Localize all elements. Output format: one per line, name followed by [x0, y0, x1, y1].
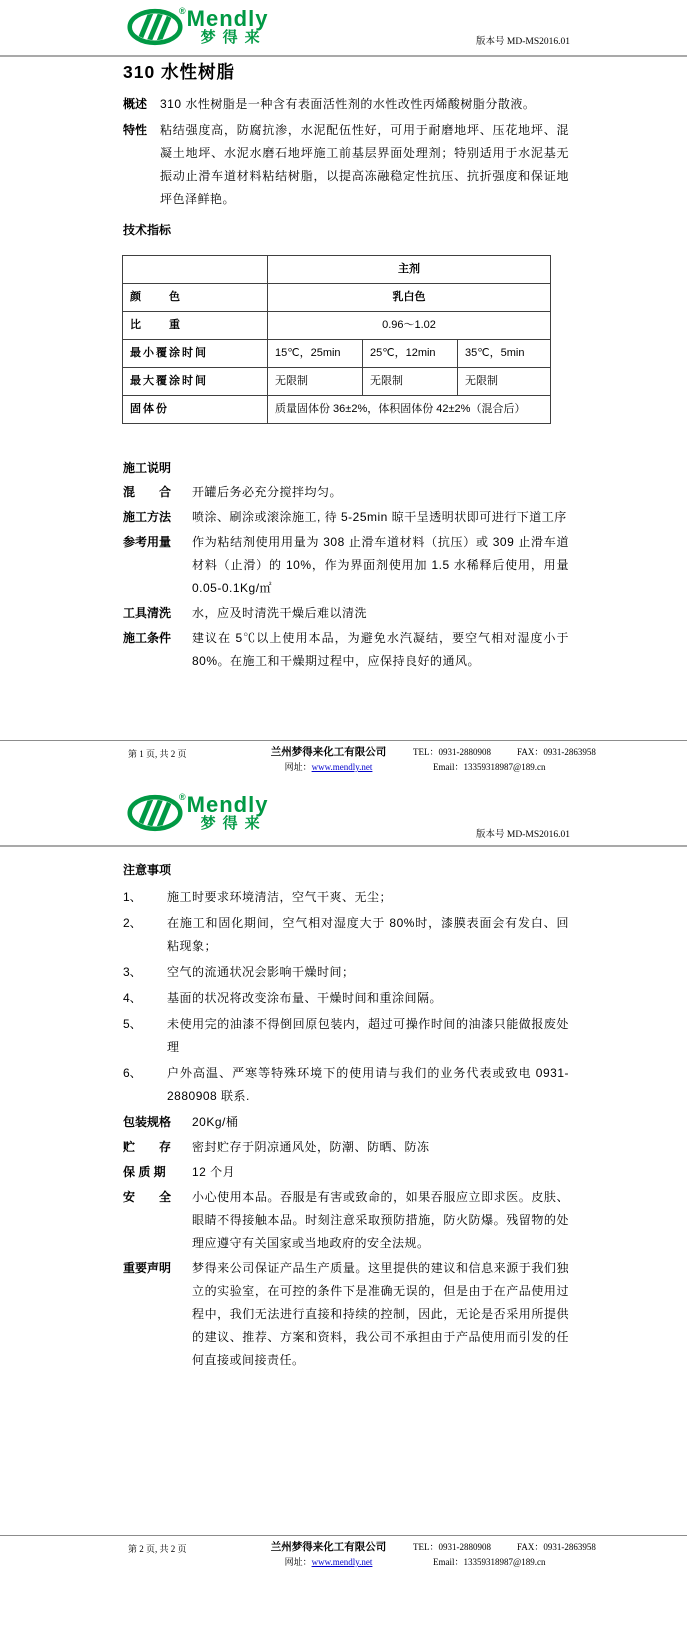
table-row — [123, 312, 551, 340]
footer-web-link[interactable]: www.mendly.net — [311, 762, 373, 772]
tool-cleaning-row — [123, 602, 569, 625]
storage-row — [123, 1136, 569, 1159]
note-number: 3、 — [123, 965, 142, 979]
footer-web-link[interactable]: www.mendly.net — [311, 1557, 373, 1567]
table-cell-min-recoat-15: 15℃，25min — [268, 340, 363, 368]
tool-cleaning-text: 水，应及时清洗干燥后难以清洗 — [192, 606, 368, 620]
tech-spec-table — [122, 255, 551, 424]
footer-tel: TEL：0931-2880908 — [413, 1542, 491, 1552]
footer-email: Email：13359318987@189.cn — [433, 1557, 546, 1567]
header-rule — [0, 55, 687, 57]
table-cell-solids-value: 质量固体份 36±2%，体积固体份 42±2%（混合后） — [268, 396, 551, 424]
packaging-text: 20Kg/桶 — [192, 1115, 239, 1129]
table-row — [123, 368, 551, 396]
construction-heading: 施工说明 — [123, 461, 172, 475]
table-cell-gravity-label: 比 重 — [123, 312, 268, 340]
mendly-logo-icon — [127, 793, 183, 833]
table-row — [123, 284, 551, 312]
table-cell-min-recoat-label: 最小覆涂时间 — [123, 340, 268, 368]
application-method-label: 施工方法 — [123, 510, 172, 524]
reference-dosage-label: 参考用量 — [123, 535, 172, 549]
table-cell-empty — [123, 256, 268, 284]
shelf-life-row — [123, 1161, 569, 1184]
page-2-content — [123, 859, 569, 1374]
footer-tel-fax-row — [413, 1540, 687, 1555]
footer-website-row — [256, 760, 401, 775]
footer-contact-block — [401, 1540, 687, 1570]
reference-dosage-row — [123, 531, 569, 600]
disclaimer-text: 梦得来公司保证产品生产质量。这里提供的建议和信息来源于我们独立的实验室，在可控的条件下是准确无误的，但是由于在产品使用过程中，我们无法进行直接和持续的控制，因此，无论是否采用所提供的建议、推荐、方案和资料，我公司不承担由于产品使用而引发的任何直接或间接责任。 — [192, 1261, 569, 1367]
disclaimer-label: 重要声明 — [123, 1261, 172, 1275]
table-cell-min-recoat-25: 25℃，12min — [363, 340, 458, 368]
note-item-1 — [123, 886, 569, 909]
note-item-3 — [123, 961, 569, 984]
footer-website-row — [256, 1555, 401, 1570]
page-1-content — [123, 60, 569, 675]
footer-tel-fax-row — [413, 745, 687, 760]
note-number: 2、 — [123, 916, 142, 930]
storage-label: 贮 存 — [123, 1140, 172, 1154]
feature-text: 粘结强度高，防腐抗渗，水泥配伍性好，可用于耐磨地坪、压花地坪、混凝土地坪、水泥水磨石地坪施工前基层界面处理剂；特别适用于水泥基无振动止滑车道材料粘结树脂，以提高冻融稳定性抗压、抗折强度和保证地坪色泽鲜艳。 — [160, 123, 569, 206]
note-text: 在施工和固化期间，空气相对湿度大于 80%时，漆膜表面会有发白、回粘现象； — [167, 916, 569, 953]
table-cell-max-recoat-1: 无限制 — [268, 368, 363, 396]
notes-heading: 注意事项 — [123, 863, 172, 877]
tool-cleaning-label: 工具清洗 — [123, 606, 172, 620]
note-text: 未使用完的油漆不得倒回原包装内，超过可操作时间的油漆只能做报废处理 — [167, 1017, 569, 1054]
overview-text: 310 水性树脂是一种含有表面活性剂的水性改性丙烯酸树脂分散液。 — [160, 97, 536, 111]
footer-company-block — [256, 1540, 401, 1570]
storage-text: 密封贮存于阴凉通风处，防潮、防晒、防冻 — [192, 1140, 430, 1154]
overview-label: 概述 — [123, 97, 148, 111]
footer-web-label: 网址： — [284, 762, 312, 772]
note-number: 5、 — [123, 1017, 142, 1031]
version-label: 版本号 MD-MS2016.01 — [476, 37, 570, 47]
table-cell-min-recoat-35: 35℃，5min — [458, 340, 551, 368]
note-item-4 — [123, 987, 569, 1010]
table-cell-max-recoat-3: 无限制 — [458, 368, 551, 396]
table-cell-max-recoat-label: 最大覆涂时间 — [123, 368, 268, 396]
application-conditions-label: 施工条件 — [123, 631, 172, 645]
brand-logo — [127, 793, 268, 833]
packaging-label: 包装规格 — [123, 1115, 172, 1129]
page-2-footer — [0, 1535, 687, 1570]
footer-email: Email：13359318987@189.cn — [433, 762, 546, 772]
application-method-text: 喷涂、刷涂或滚涂施工, 待 5-25min 晾干呈透明状即可进行下道工序 — [192, 510, 567, 524]
note-text: 施工时要求环境清洁，空气干爽、无尘； — [167, 890, 393, 904]
footer-fax: FAX：0931-2863958 — [517, 1542, 596, 1552]
brand-wordmark — [187, 794, 269, 832]
brand-name-en: Mendly — [186, 6, 269, 31]
packaging-row — [123, 1111, 569, 1134]
application-method-row — [123, 506, 569, 529]
brand-wordmark — [187, 8, 269, 46]
note-number: 1、 — [123, 890, 142, 904]
registered-trademark-symbol: ® — [179, 6, 186, 16]
registered-trademark-symbol: ® — [179, 792, 186, 802]
page-1-footer — [0, 740, 687, 775]
table-cell-main-agent: 主剂 — [268, 256, 551, 284]
brand-name-cn: 梦得来 — [200, 29, 267, 46]
mixing-row — [123, 481, 569, 504]
brand-logo — [127, 7, 268, 47]
feature-row — [123, 119, 569, 211]
header-rule — [0, 845, 687, 847]
reference-dosage-text: 作为粘结剂使用用量为 308 止滑车道材料（抗压）或 309 止滑车道材料（止滑）的 10%，作为界面剂使用加 1.5 水稀释后使用，用量 0.05-0.1Kg/㎡ — [192, 535, 569, 595]
table-row — [123, 340, 551, 368]
note-item-5 — [123, 1013, 569, 1059]
footer-page-number: 第 2 页, 共 2 页 — [128, 1544, 187, 1554]
note-text: 户外高温、严寒等特殊环境下的使用请与我们的业务代表或致电 0931-2880908 联系. — [167, 1066, 569, 1103]
table-cell-max-recoat-2: 无限制 — [363, 368, 458, 396]
overview-row — [123, 93, 569, 116]
feature-label: 特性 — [123, 123, 148, 137]
disclaimer-row — [123, 1257, 569, 1372]
table-cell-color-value: 乳白色 — [268, 284, 551, 312]
application-conditions-row — [123, 627, 569, 673]
safety-row — [123, 1186, 569, 1255]
brand-name-en: Mendly — [186, 792, 269, 817]
table-cell-color-label: 颜 色 — [123, 284, 268, 312]
footer-company: 兰州梦得来化工有限公司 — [270, 747, 387, 758]
footer-company-block — [256, 745, 401, 775]
note-number: 4、 — [123, 991, 142, 1005]
shelf-life-text: 12 个月 — [192, 1165, 236, 1179]
tech-spec-heading: 技术指标 — [123, 223, 172, 237]
page-1 — [0, 0, 687, 775]
application-conditions-text: 建议在 5℃以上使用本品，为避免水汽凝结，要空气相对湿度小于 80%。在施工和干燥期过程中，应保持良好的通风。 — [192, 631, 569, 668]
note-text: 基面的状况将改变涂布量、干燥时间和重涂间隔。 — [167, 991, 443, 1005]
version-label: 版本号 MD-MS2016.01 — [476, 830, 570, 840]
mendly-logo-icon — [127, 7, 183, 47]
safety-text: 小心使用本品。吞服是有害或致命的，如果吞服应立即求医。皮肤、眼睛不得接触本品。时刻注意采取预防措施，防火防爆。残留物的处理应遵守有关国家或当地政府的安全法规。 — [192, 1190, 569, 1250]
note-item-6 — [123, 1062, 569, 1108]
safety-label: 安 全 — [123, 1190, 172, 1204]
footer-fax: FAX：0931-2863958 — [517, 747, 596, 757]
table-cell-gravity-value: 0.96～1.02 — [268, 312, 551, 340]
table-cell-solids-label: 固体份 — [123, 396, 268, 424]
table-row — [123, 396, 551, 424]
note-item-2 — [123, 912, 569, 958]
table-row — [123, 256, 551, 284]
page-2 — [0, 775, 687, 1638]
footer-company: 兰州梦得来化工有限公司 — [270, 1542, 387, 1553]
footer-tel: TEL：0931-2880908 — [413, 747, 491, 757]
note-number: 6、 — [123, 1066, 142, 1080]
footer-page-number: 第 1 页, 共 2 页 — [128, 749, 187, 759]
shelf-life-label: 保 质 期 — [123, 1165, 166, 1179]
brand-name-cn: 梦得来 — [200, 815, 267, 832]
mixing-label: 混 合 — [123, 485, 172, 499]
footer-web-label: 网址： — [284, 1557, 312, 1567]
footer-contact-block — [401, 745, 687, 775]
note-text: 空气的流通状况会影响干燥时间； — [167, 965, 355, 979]
mixing-text: 开罐后务必充分搅拌均匀。 — [192, 485, 343, 499]
page-title: 310 水性树脂 — [123, 62, 236, 82]
